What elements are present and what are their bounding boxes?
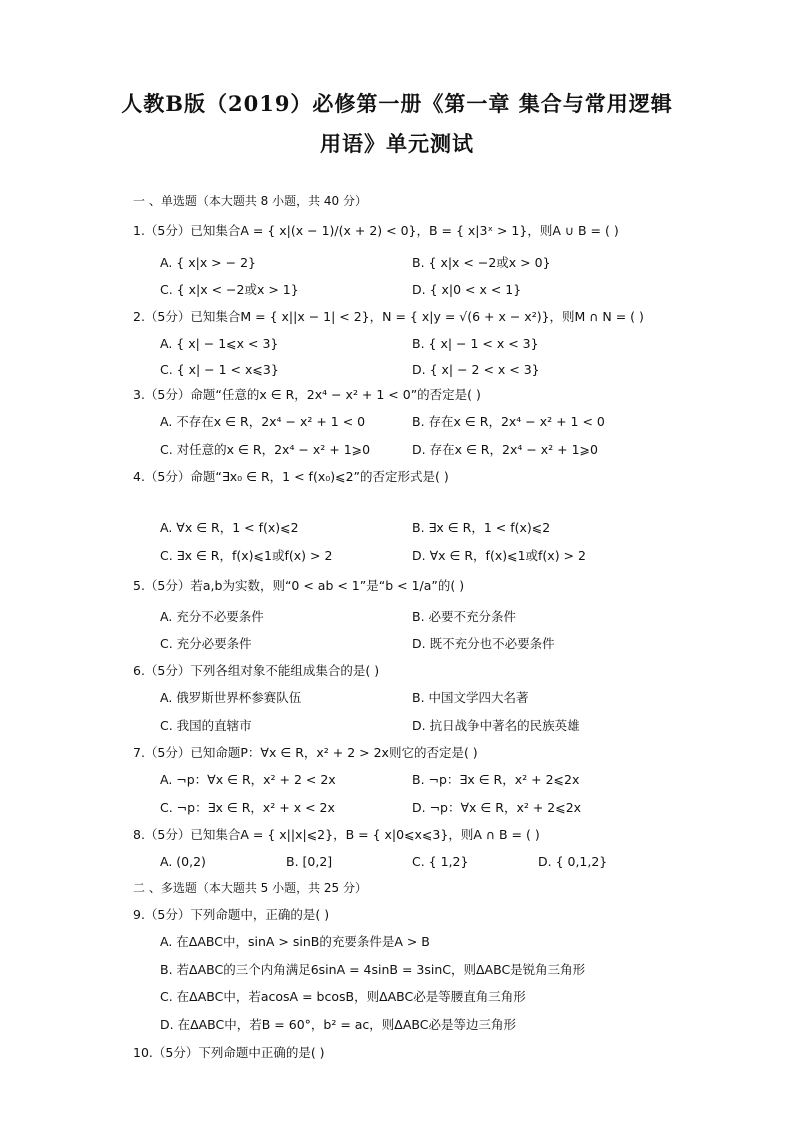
question-9-stem: 9.（5分）下列命题中，正确的是( ) [133,907,330,922]
question-8-option-a: A. (0,2) [160,854,206,869]
question-9-option-c: C. 在ΔABC中，若acosA = bcosB，则ΔABC必是等腰直角三角形 [160,989,526,1004]
question-7-option-b: B. ¬p：∃x ∈ R，x² + 2⩽2x [412,772,580,787]
question-6-option-a: A. 俄罗斯世界杯参赛队伍 [160,690,302,705]
exam-title-line-1: 人教B版（2019）必修第一册《第一章 集合与常用逻辑 [121,91,673,116]
question-1-option-b: B. { x|x < −2或x > 0} [412,255,551,270]
question-8-stem: 8.（5分）已知集合A = { x||x|⩽2}，B = { x|0⩽x⩽3}，则A ∩ B = ( ) [133,827,540,842]
question-7-option-d: D. ¬p：∀x ∈ R，x² + 2⩽2x [412,800,582,815]
question-6-stem: 6.（5分）下列各组对象不能组成集合的是( ) [133,663,380,678]
question-7-option-a: A. ¬p：∀x ∈ R，x² + 2 < 2x [160,772,336,787]
question-1-stem: 1.（5分）已知集合A = { x|(x − 1)/(x + 2) < 0}，B = { x|3ˣ > 1}，则A ∪ B = ( ) [133,223,619,238]
question-5-option-d: D. 既不充分也不必要条件 [412,636,555,651]
question-2-stem: 2.（5分）已知集合M = { x||x − 1| < 2}，N = { x|y = √(6 + x − x²)}，则M ∩ N = ( ) [133,309,644,324]
question-6-option-b: B. 中国文学四大名著 [412,690,529,705]
question-9-option-d: D. 在ΔABC中，若B = 60°，b² = ac，则ΔABC必是等边三角形 [160,1017,516,1032]
section-heading-multiple-choice: 二 、多选题（本大题共 5 小题，共 25 分） [133,881,367,895]
question-8-option-b: B. [0,2] [286,854,333,869]
question-2-option-b: B. { x| − 1 < x < 3} [412,336,539,351]
question-5-option-b: B. 必要不充分条件 [412,609,517,624]
question-5-option-a: A. 充分不必要条件 [160,609,264,624]
question-3-option-c: C. 对任意的x ∈ R，2x⁴ − x² + 1⩾0 [160,442,371,457]
question-4-option-d: D. ∀x ∈ R，f(x)⩽1或f(x) > 2 [412,548,586,563]
question-6-option-d: D. 抗日战争中著名的民族英雄 [412,718,580,733]
exam-title-line-2: 用语》单元测试 [320,131,474,156]
question-9-option-a: A. 在ΔABC中，sinA > sinB的充要条件是A > B [160,934,430,949]
question-4-option-b: B. ∃x ∈ R，1 < f(x)⩽2 [412,520,551,535]
question-1-option-a: A. { x|x > − 2} [160,255,256,270]
section-heading-single-choice: 一 、单选题（本大题共 8 小题，共 40 分） [133,194,367,208]
question-1-option-d: D. { x|0 < x < 1} [412,282,522,297]
question-8-option-d: D. { 0,1,2} [538,854,608,869]
question-5-option-c: C. 充分必要条件 [160,636,252,651]
question-7-stem: 7.（5分）已知命题P：∀x ∈ R，x² + 2 > 2x则它的否定是( ) [133,745,478,760]
question-3-option-a: A. 不存在x ∈ R，2x⁴ − x² + 1 < 0 [160,414,366,429]
question-3-stem: 3.（5分）命题“任意的x ∈ R，2x⁴ − x² + 1 < 0”的否定是( ) [133,387,481,402]
question-2-option-d: D. { x| − 2 < x < 3} [412,362,540,377]
question-4-stem: 4.（5分）命题“∃x₀ ∈ R，1 < f(x₀)⩽2”的否定形式是( ) [133,469,449,484]
question-2-option-a: A. { x| − 1⩽x < 3} [160,336,279,351]
question-3-option-d: D. 存在x ∈ R，2x⁴ − x² + 1⩾0 [412,442,598,457]
question-1-option-c: C. { x|x < −2或x > 1} [160,282,299,297]
question-10-stem: 10.（5分）下列命题中正确的是( ) [133,1045,325,1060]
question-7-option-c: C. ¬p：∃x ∈ R，x² + x < 2x [160,800,335,815]
question-3-option-b: B. 存在x ∈ R，2x⁴ − x² + 1 < 0 [412,414,605,429]
question-4-option-c: C. ∃x ∈ R，f(x)⩽1或f(x) > 2 [160,548,333,563]
question-4-option-a: A. ∀x ∈ R，1 < f(x)⩽2 [160,520,299,535]
question-9-option-b: B. 若ΔABC的三个内角满足6sinA = 4sinB = 3sinC，则ΔABC是锐角三角形 [160,962,586,977]
question-6-option-c: C. 我国的直辖市 [160,718,252,733]
question-8-option-c: C. { 1,2} [412,854,469,869]
question-5-stem: 5.（5分）若a,b为实数，则“0 < ab < 1”是“b < 1/a”的( ) [133,578,465,593]
question-2-option-c: C. { x| − 1 < x⩽3} [160,362,279,377]
